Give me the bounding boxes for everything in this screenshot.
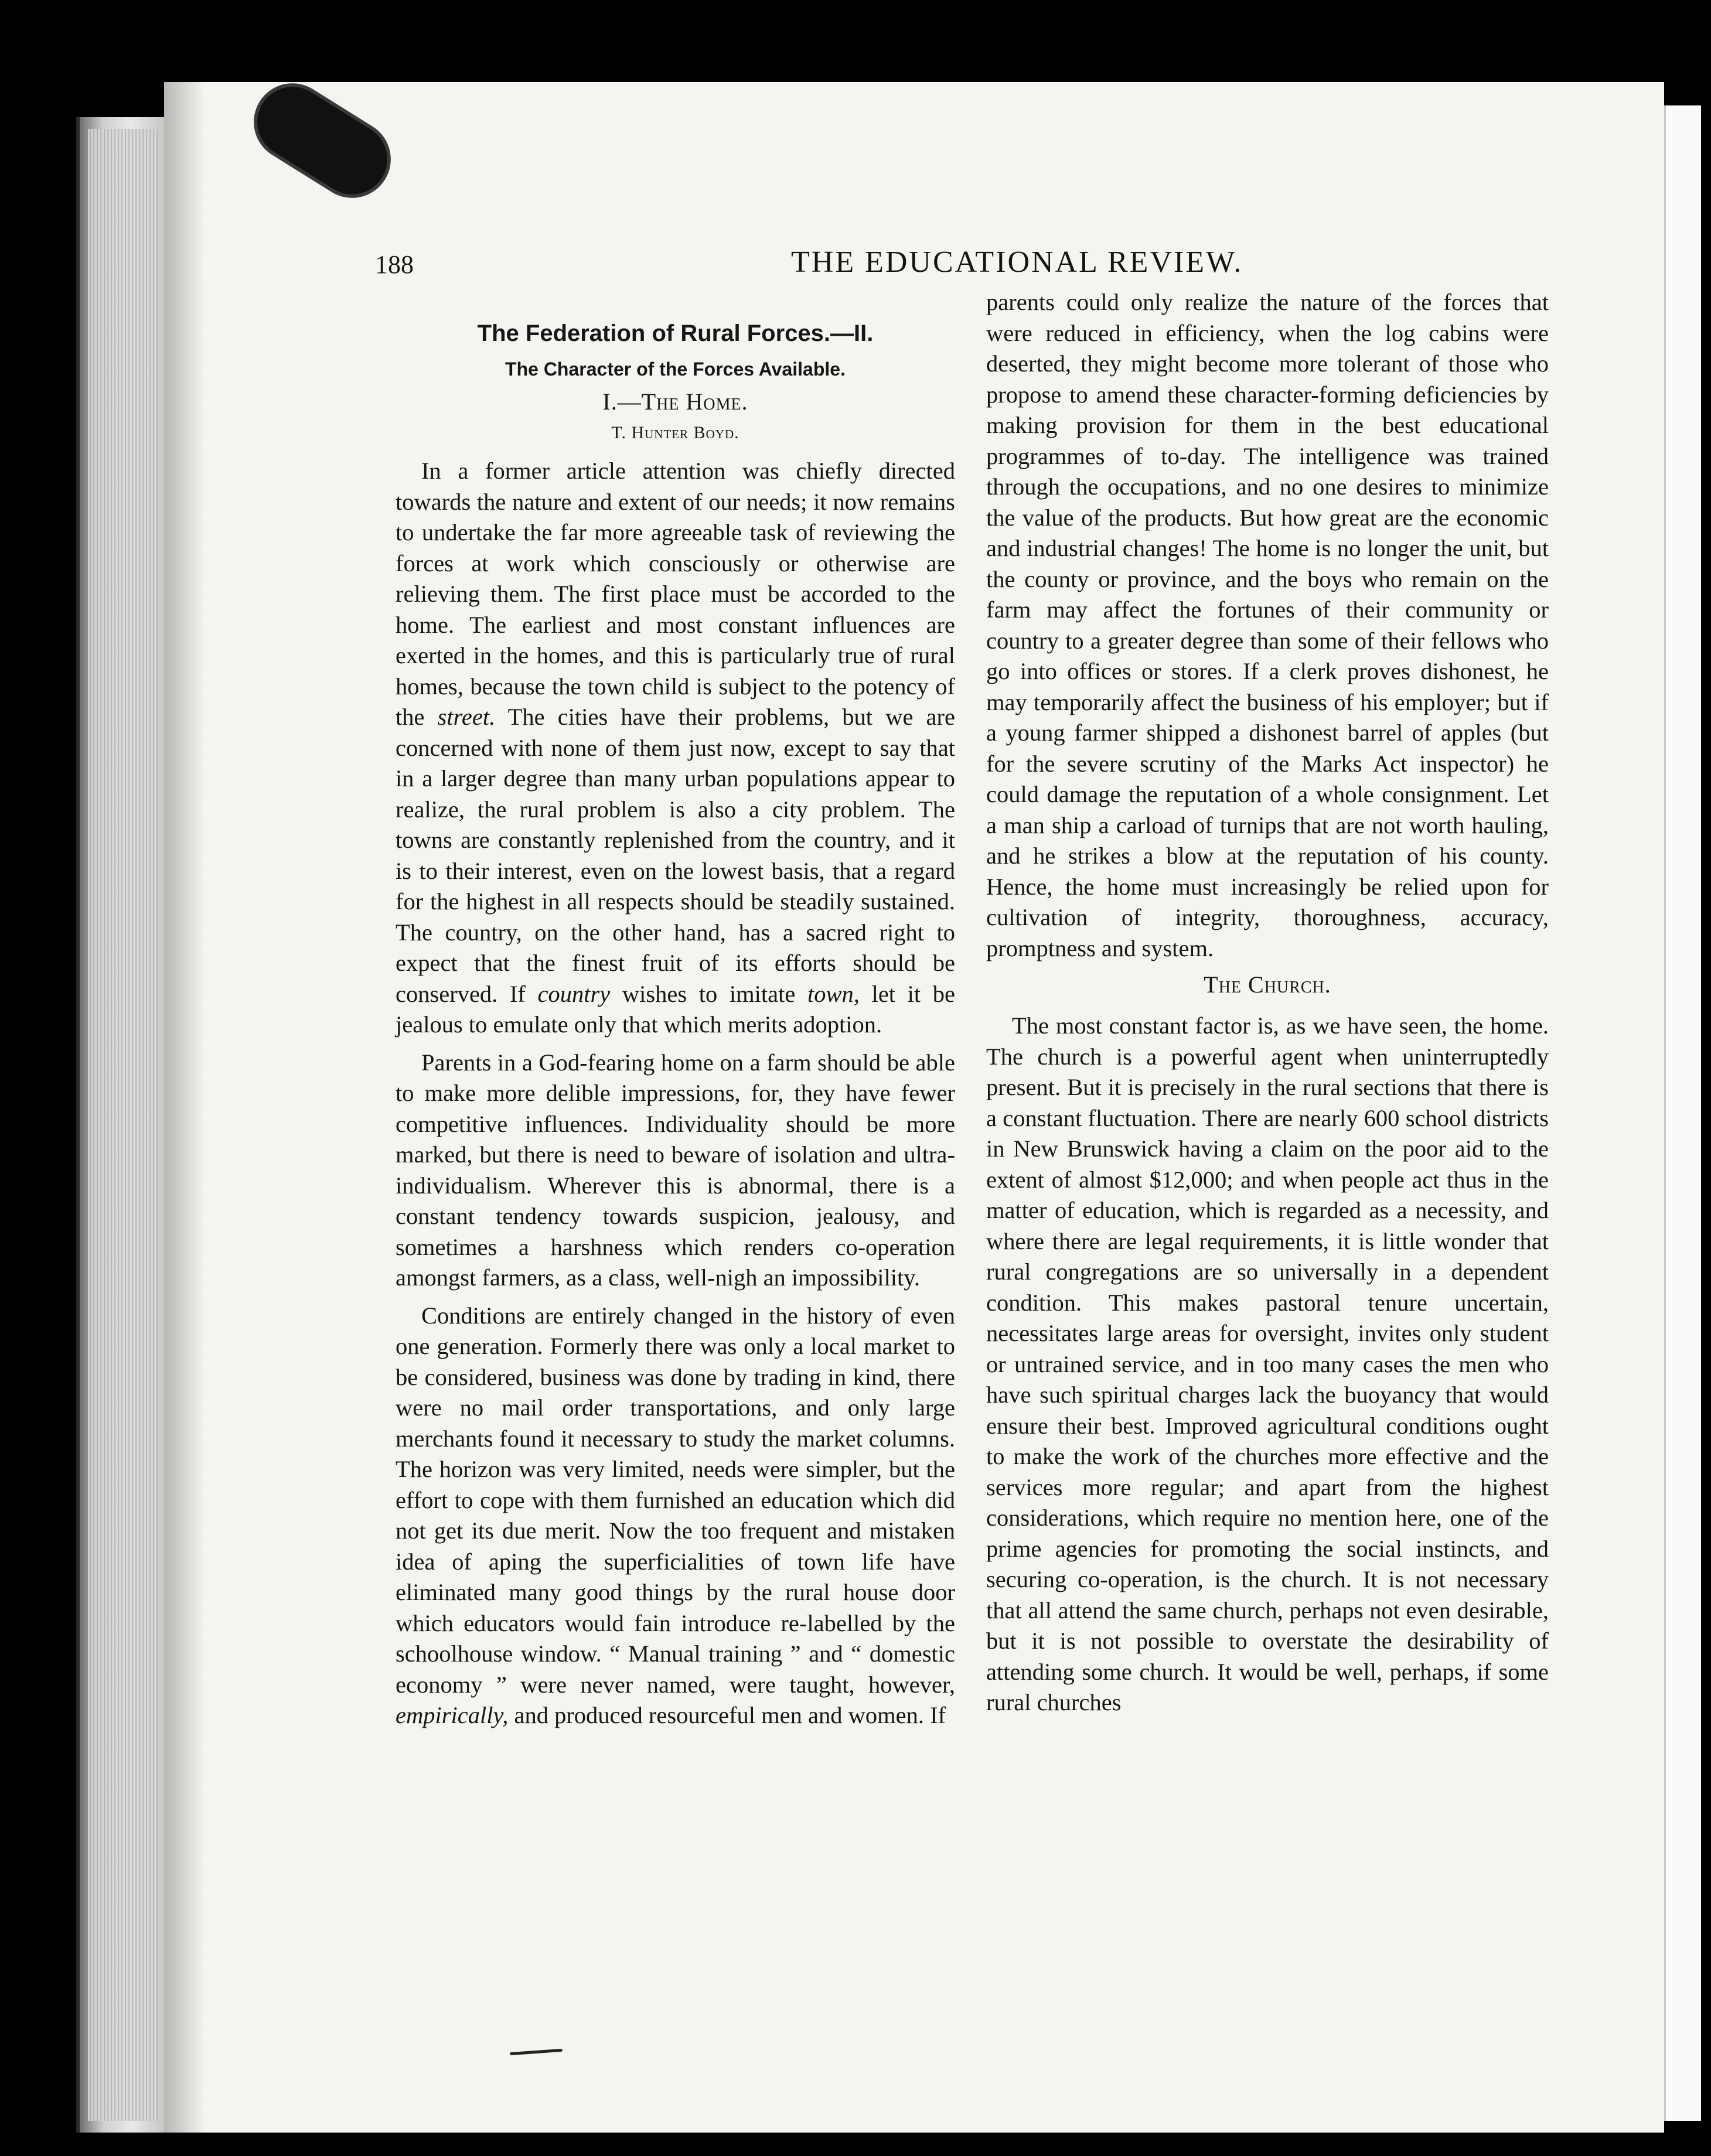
paragraph-2: Parents in a God-fearing home on a farm should be able to make more delible impressions, for, they have fewer competitive influences. Individuality should be more marked, but there is need to beware of isolation and ultra-individualism. Wherever this is abnormal, there is a constant tendency towards suspicion, jealousy, and sometimes a harshness which renders co-operation amongst farmers, as a class, well-nigh an impossibility.	[396, 1049, 955, 1291]
right-column	[986, 287, 1549, 1718]
binding-shadow	[164, 82, 205, 2133]
left-column	[396, 316, 955, 1731]
article-subtitle: The Character of the Forces Available.	[505, 359, 846, 380]
section-heading-church: The Church.	[1204, 971, 1331, 998]
page-stack	[88, 129, 158, 2121]
journal-title: THE EDUCATIONAL REVIEW.	[791, 245, 1243, 279]
right-page-edge	[1664, 105, 1701, 2121]
running-header	[375, 245, 1243, 292]
paragraph-1: In a former article attention was chiefly directed towards the nature and extent of our needs; it now remains to undertake the far more agreeable task of reviewing the forces at work which consciously or otherwise are relieving them. The first place must be accorded to the home. The earliest and most constant influences are exerted in the homes, and this is particularly true of rural homes, because the town child is subject to the potency of the street. The cities have their problems, but we are concerned with none of them just now, except to say that in a larger degree than many urban populations appear to realize, the rural problem is also a city problem. The towns are constantly replenished from the country, and it is to their interest, even on the lowest basis, that a regard for the highest in all respects should be steadily sustained. The country, on the other hand, has a sacred right to expect that the finest fruit of its efforts should be conserved. If country wishes to imitate town, let it be jealous to emulate only that which merits adoption.	[396, 458, 956, 1038]
section-heading-home: I.—The Home.	[602, 388, 748, 415]
italic-empirically: empirically,	[396, 1702, 509, 1728]
paragraph-3: Conditions are entirely changed in the history of even one generation. Formerly there was only a local market to be considered, business was done by trading in kind, there were no mail order transportations, and only large merchants found it necessary to study the market columns. The horizon was very limited, needs were simpler, but the effort to cope with them furnished an education which did not get its due merit. Now the too frequent and mistaken idea of aping the superficialities of town life have eliminated many good things by the rural house door which educators would fain introduce re-labelled by the schoolhouse window. “ Manual training ” and “ domestic economy ” were never named, were taught, however, empirically, and produced resourceful men and women. If	[396, 1302, 955, 1728]
italic-street: street.	[437, 704, 496, 730]
paragraph-continuation: parents could only realize the nature of the forces that were reduced in efficiency, when the log cabins were deserted, they might become more tolerant of those who propose to amend these character-forming deficiencies by making provision for them in the best educational programmes of to-day. The intelligence was trained through the occupations, and no one desires to minimize the value of the products. But how great are the economic and industrial changes! The home is no longer the unit, but the county or province, and the boys who remain on the farm may affect the fortunes of their community or country to a greater degree than some of their fellows who go into offices or stores. If a clerk proves dishonest, he may temporarily affect the business of his employer; but if a young farmer shipped a dishonest barrel of apples (but for the severe scrutiny of the Marks Act inspector) he could damage the reputation of a whole consignment. Let a man ship a carload of turnips that are not worth hauling, and he strikes a blow at the reputation of his county. Hence, the home must increasingly be relied upon for cultivation of integrity, thoroughness, accuracy, promptness and system.	[986, 289, 1549, 961]
paragraph-church: The most constant factor is, as we have seen, the home. The church is a powerful agent when uninterruptedly present. But it is precisely in the rural sections that there is a constant fluctuation. There are nearly 600 school districts in New Brunswick having a claim on the poor aid to the extent of almost $12,000; and when people act thus in the matter of education, which is regarded as a necessity, and where there are legal requirements, it is little wonder that rural congregations are so universally in a dependent condition. This makes pastoral tenure uncertain, necessitates large areas for oversight, invites only student or untrained service, and in too many cases the men who have such spiritual charges lack the buoyancy that would ensure their best. Improved agricultural conditions ought to make the work of the churches more effective and the services more regular; and apart from the highest considerations, which require no mention here, one of the prime agencies for promoting the social instincts, and securing co-operation, is the church. It is not necessary that all attend the same church, perhaps not even desirable, but it is not possible to overstate the desirability of attending some church. It would be well, perhaps, if some rural churches	[986, 1012, 1549, 1715]
italic-country: country	[537, 980, 611, 1007]
author-byline: T. Hunter Boyd.	[611, 423, 739, 442]
italic-town: town,	[807, 980, 860, 1007]
article-title: The Federation of Rural Forces.—II.	[477, 320, 874, 346]
page-number: 188	[375, 250, 414, 279]
